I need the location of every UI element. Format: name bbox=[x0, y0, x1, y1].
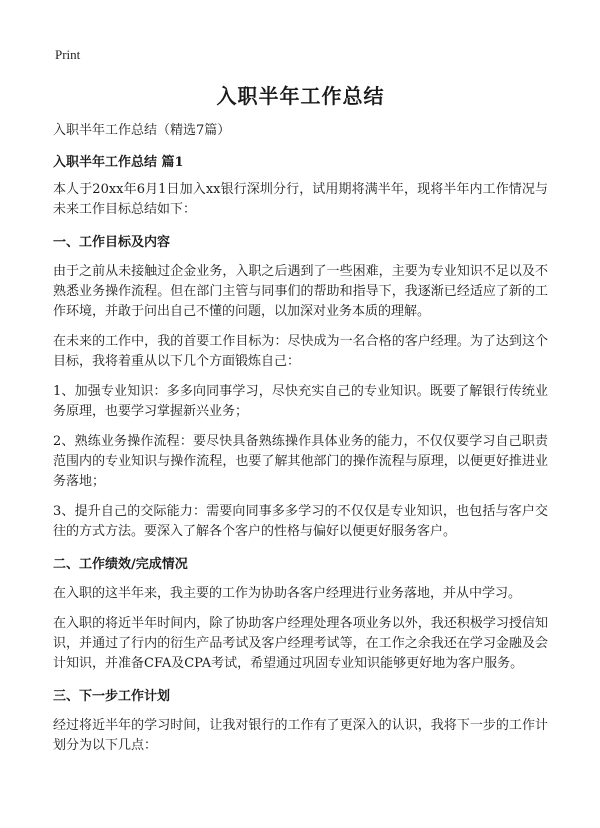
page-title: 入职半年工作总结 bbox=[216, 84, 385, 108]
section-1-paragraph-2: 在未来的工作中，我的首要工作目标为：尽快成为一名合格的客户经理。为了达到这个目标，我将着重从以下几个方面锻炼自己： bbox=[53, 334, 548, 369]
section-2-paragraph-2: 在入职的将近半年时间内，除了协助客户经理处理各项业务以外，我还积极学习授信知识，并通过了行内的衍生产品考试及客户经理考试等，在工作之余我还在学习金融及会计知识，并准备CFA及CPA考试，希望通过巩固专业知识能够更好地为客户服务。 bbox=[53, 616, 548, 671]
section-heading-3: 三、下一步工作计划 bbox=[53, 689, 171, 704]
section-heading-2: 二、工作绩效/完成情况 bbox=[53, 557, 188, 572]
section-1-list-item-1: 1、加强专业知识：多多向同事学习，尽快充实自己的专业知识。既要了解银行传统业务原理，也要学习掌握新兴业务； bbox=[53, 384, 548, 419]
section-1-list-item-3: 3、提升自己的交际能力：需要向同事多多学习的不仅仅是专业知识，也包括与客户交往的方式方法。要深入了解各个客户的性格与偏好以便更好服务客户。 bbox=[53, 504, 548, 539]
intro-paragraph: 本人于20xx年6月1日加入xx银行深圳分行，试用期将满半年，现将半年内工作情况与未来工作目标总结如下： bbox=[53, 182, 548, 217]
section-2-paragraph-1: 在入职的这半年来，我主要的工作为协助各客户经理进行业务落地，并从中学习。 bbox=[53, 586, 522, 601]
article-heading: 入职半年工作总结 篇1 bbox=[53, 155, 184, 170]
print-link[interactable]: Print bbox=[55, 47, 81, 62]
document-subtitle: 入职半年工作总结（精选7篇） bbox=[53, 123, 231, 138]
section-heading-1: 一、工作目标及内容 bbox=[53, 235, 171, 250]
section-1-list-item-2: 2、熟练业务操作流程：要尽快具备熟练操作具体业务的能力，不仅仅要学习自己职责范围内的专业知识与操作流程，也要了解其他部门的操作流程与原理，以便更好推进业务落地； bbox=[53, 434, 548, 489]
section-3-paragraph-1: 经过将近半年的学习时间，让我对银行的工作有了更深入的认识，我将下一步的工作计划分为以下几点： bbox=[53, 718, 548, 753]
section-1-paragraph-1: 由于之前从未接触过企金业务，入职之后遇到了一些困难，主要为专业知识不足以及不熟悉业务操作流程。但在部门主管与同事们的帮助和指导下，我逐渐已经适应了新的工作环境，并敢于问出自己不懂的问题，以加深对业务本质的理解。 bbox=[53, 264, 548, 319]
